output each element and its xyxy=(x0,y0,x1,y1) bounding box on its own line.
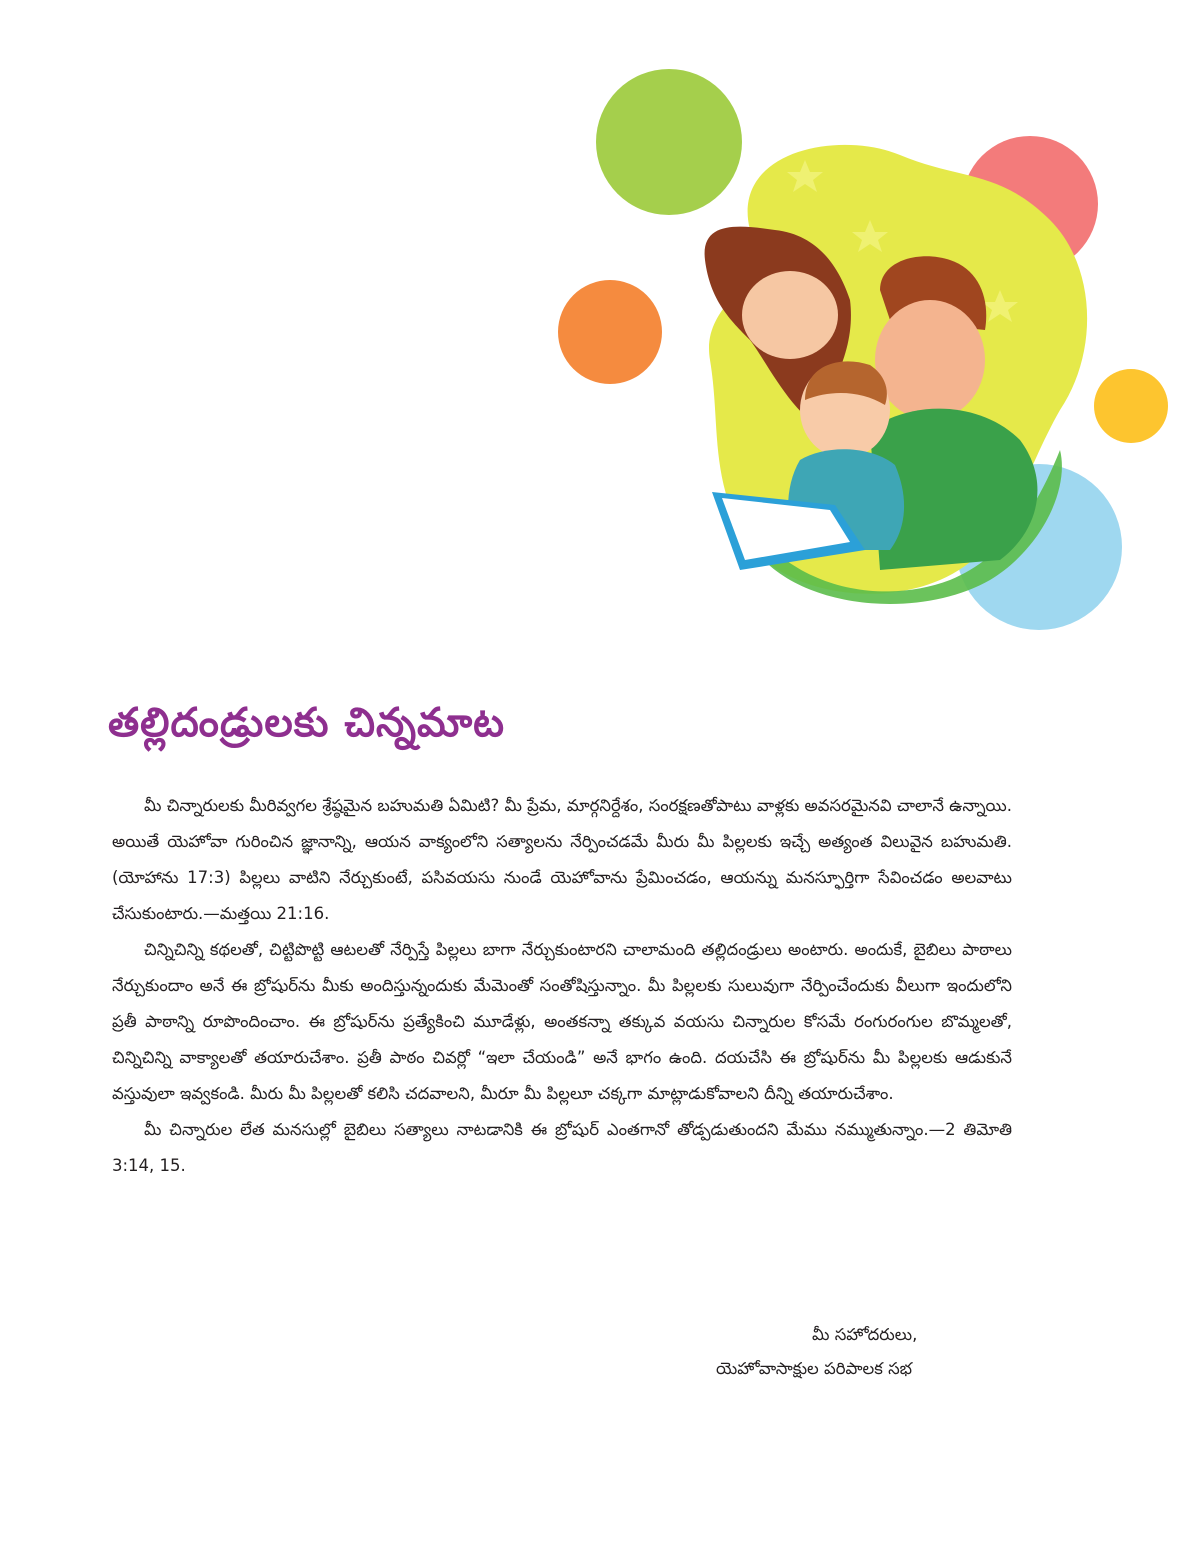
father-face xyxy=(875,300,985,420)
signoff xyxy=(716,1318,1016,1386)
signoff-greeting: మీ సహోదరులు, xyxy=(812,1325,918,1344)
yellow-circle xyxy=(1094,369,1168,443)
green-circle xyxy=(596,69,742,215)
paragraph-3: మీ చిన్నారుల లేత మనసుల్లో బైబిలు సత్యాలు నాటడానికి ఈ బ్రోషుర్ ఎంతగానో తోడ్పడుతుందని మేము నమ్ముతున్నాం.—2 తిమోతి 3:14, 15. xyxy=(112,1120,1012,1175)
signoff-signature: యెహోవాసాక్షుల పరిపాలక సభ xyxy=(716,1359,913,1378)
page-title: తల్లిదండ్రులకు చిన్నమాట xyxy=(108,700,506,746)
orange-circle xyxy=(558,280,662,384)
intro-text xyxy=(112,788,1012,1184)
family-reading-illustration xyxy=(540,60,1180,650)
mother-face xyxy=(742,271,838,359)
paragraph-1: మీ చిన్నారులకు మీరివ్వగల శ్రేష్ఠమైన బహుమతి ఏమిటి? మీ ప్రేమ, మార్గనిర్దేశం, సంరక్షణతోపాటు వాళ్లకు అవసరమైనవి చాలానే ఉన్నాయి. అయితే యెహోవా గురించిన జ్ఞానాన్ని, ఆయన వాక్యంలోని సత్యాలను నేర్పించడమే మీరు మీ పిల్లలకు ఇచ్చే అత్యంత విలువైన బహుమతి. (యోహాను 17:3) పిల్లలు వాటిని నేర్చుకుంటే, పసివయసు నుండే యెహోవాను ప్రేమించడం, ఆయన్ను మనస్ఫూర్తిగా సేవించడం అలవాటు చేసుకుంటారు.—మత్తయి 21:16. xyxy=(112,796,1012,923)
paragraph-2: చిన్నిచిన్ని కథలతో, చిట్టిపొట్టి ఆటలతో నేర్పిస్తే పిల్లలు బాగా నేర్చుకుంటారని చాలామంది తల్లిదండ్రులు అంటారు. అందుకే, బైబిలు పాఠాలు నేర్చుకుందాం అనే ఈ బ్రోషుర్‌ను మీకు అందిస్తున్నందుకు మేమెంతో సంతోషిస్తున్నాం. మీ పిల్లలకు సులువుగా నేర్పించేందుకు వీలుగా ఇందులోని ప్రతీ పాఠాన్ని రూపొందించాం. ఈ బ్రోషుర్‌ను ప్రత్యేకించి మూడేళ్లు, అంతకన్నా తక్కువ వయసు చిన్నారుల కోసమే రంగురంగుల బొమ్మలతో, చిన్నిచిన్ని వాక్యాలతో తయారుచేశాం. ప్రతీ పాఠం చివర్లో “ఇలా చేయండి” అనే భాగం ఉంది. దయచేసి ఈ బ్రోషుర్‌ను మీ పిల్లలకు ఆడుకునే వస్తువులా ఇవ్వకండి. మీరు మీ పిల్లలతో కలిసి చదవాలని, మీరూ మీ పిల్లలూ చక్కగా మాట్లాడుకోవాలని దీన్ని తయారుచేశాం. xyxy=(112,940,1012,1103)
